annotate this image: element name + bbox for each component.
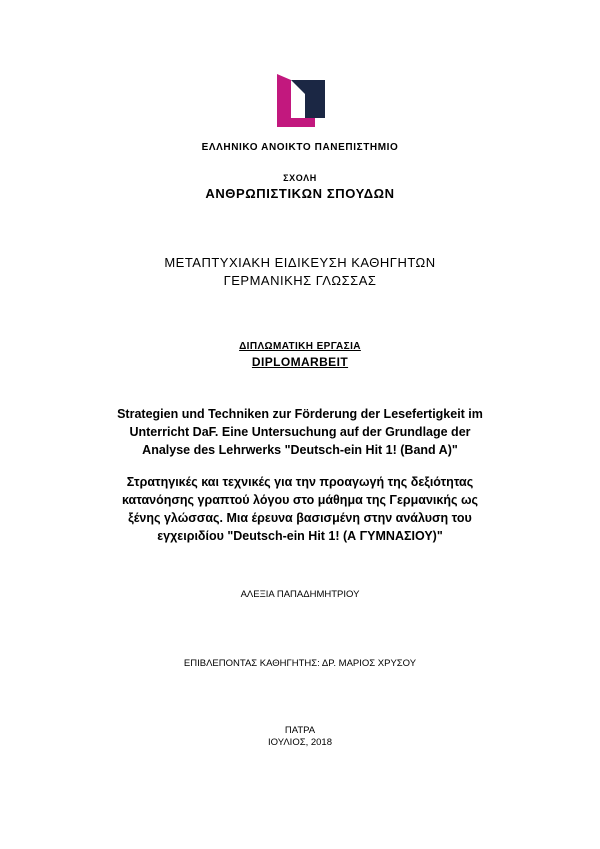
title-german-line-2: Unterricht DaF. Eine Untersuchung auf der Grundlage der: [129, 425, 471, 439]
school-name: ΑΝΘΡΩΠΙΣΤΙΚΩΝ ΣΠΟΥΔΩΝ: [205, 186, 395, 201]
school-label: ΣΧΟΛΗ: [283, 173, 317, 183]
university-logo-icon: [275, 72, 327, 128]
title-german: [0, 405, 600, 459]
author-name: ΑΛΕΞΙΑ ΠΑΠΑΔΗΜΗΤΡΙΟΥ: [240, 589, 360, 600]
city: ΠΑΤΡΑ: [284, 725, 316, 736]
title-greek-line-4: εγχειριδίου "Deutsch-ein Hit 1! (Α ΓΥΜΝΑΣΙΟΥ)": [157, 529, 443, 543]
supervisor: ΕΠΙΒΛΕΠΟΝΤΑΣ ΚΑΘΗΓΗΤΗΣ: ΔΡ. ΜΑΡΙΟΣ ΧΡΥΣΟΥ: [183, 658, 417, 669]
title-greek-line-1: Στρατηγικές και τεχνικές για την προαγωγή της δεξιότητας: [126, 475, 474, 489]
title-german-line-1: Strategien und Techniken zur Förderung der Lesefertigkeit im: [117, 407, 483, 421]
university-name: ΕΛΛΗΝΙΚΟ ΑΝΟΙΚΤΟ ΠΑΝΕΠΙΣΤΗΜΙΟ: [201, 142, 399, 153]
program-line-1: ΜΕΤΑΠΤΥΧΙΑΚΗ ΕΙΔΙΚΕΥΣΗ ΚΑΘΗΓΗΤΩΝ: [164, 255, 436, 270]
date: ΙΟΥΛΙΟΣ, 2018: [267, 737, 332, 748]
title-greek: [0, 473, 600, 545]
title-german-line-3: Analyse des Lehrwerks "Deutsch-ein Hit 1! (Band A)": [142, 443, 458, 457]
thesis-label-greek: ΔΙΠΛΩΜΑΤΙΚΗ ΕΡΓΑΣΙΑ: [239, 341, 361, 352]
thesis-label-german: DIPLOMARBEIT: [251, 355, 349, 369]
title-greek-line-3: ξένης γλώσσας. Μια έρευνα βασισμένη στην ανάλυση του: [128, 511, 472, 525]
title-greek-line-2: κατανόησης γραπτού λόγου στο μάθημα της Γερμανικής ως: [121, 493, 479, 507]
program-line-2: ΓΕΡΜΑΝΙΚΗΣ ΓΛΩΣΣΑΣ: [223, 273, 377, 288]
